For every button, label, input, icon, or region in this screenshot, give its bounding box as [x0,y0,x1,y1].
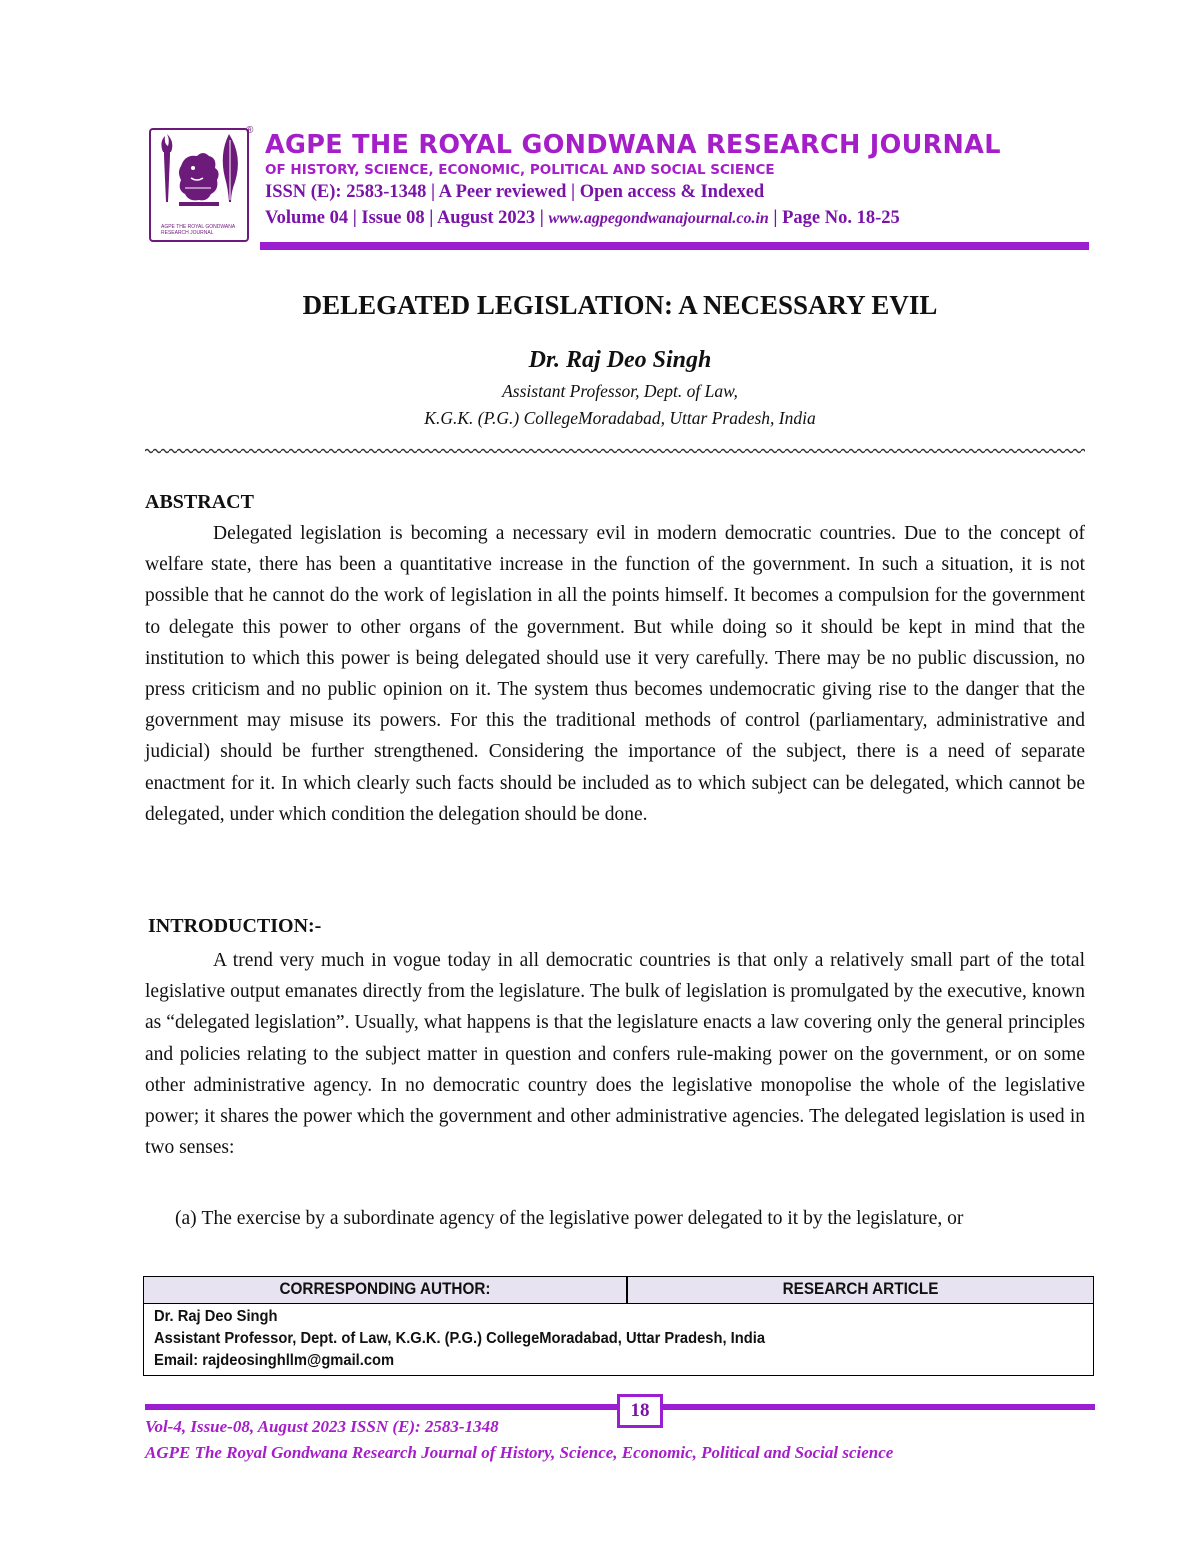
page-range: | Page No. 18-25 [768,208,900,228]
journal-logo [149,128,249,242]
author-affiliation-line2: K.G.K. (P.G.) CollegeMoradabad, Uttar Pradesh, India [424,408,816,428]
corresponding-name: Dr. Raj Deo Singh [154,1308,278,1325]
email-label: Email: [154,1352,203,1369]
journal-subtitle: OF HISTORY, SCIENCE, ECONOMIC, POLITICAL AND SOCIAL SCIENCE [265,162,775,178]
volume-issue-date: Volume 04 | Issue 08 | August 2023 | [265,208,549,228]
introduction-heading: INTRODUCTION:- [148,915,322,937]
article-author: Dr. Raj Deo Singh [528,347,712,373]
header-rule [260,242,1089,250]
corresponding-affiliation: Assistant Professor, Dept. of Law, K.G.K. (P.G.) CollegeMoradabad, Uttar Pradesh, India [154,1330,766,1347]
introduction-text: A trend very much in vogue today in all democratic countries is that only a relatively small part of the total legislative output emanates directly from the legislature. The bulk of legislation is promulgated by the executive, known as “delegated legislation”. Usually, what happens is that the legislature enacts a law covering only the general principles and policies relating to the subject matter in question and confers rule-making power on the government, or on some other administrative agency. In no democratic country does the legislative monopolise the whole of the legislative power; it shares the power which the government and other administrative agencies. The delegated legislation is used in two senses: [145,950,1085,1159]
journal-header [145,125,1090,253]
corresponding-author-label: CORRESPONDING AUTHOR: [279,1279,491,1298]
abstract-heading: ABSTRACT [145,491,254,513]
footer-issue-line: Vol-4, Issue-08, August 2023 ISSN (E): 2583-1348 [145,1417,499,1436]
corresponding-details [154,1306,765,1372]
list-marker: (a) [175,1208,197,1229]
header-text [265,129,1001,232]
corresponding-box-header [144,1277,1093,1304]
issn-line: ISSN (E): 2583-1348 | A Peer reviewed | Open access & Indexed [265,182,765,202]
author-affiliation-line1: Assistant Professor, Dept. of Law, [502,381,738,401]
list-item-text: The exercise by a subordinate agency of the legislative power delegated to it by the legislature, or [201,1208,964,1229]
page-number: 18 [617,1394,663,1428]
corresponding-email-line [154,1350,765,1372]
wavy-divider [145,446,1085,456]
journal-website-link[interactable]: www.agpegondwanajournal.co.in [548,210,769,227]
volume-line [265,205,1001,232]
article-type-label: RESEARCH ARTICLE [782,1279,939,1298]
logo-caption: AGPE THE ROYAL GONDWANA RESEARCH JOURNAL [161,224,235,236]
abstract-text: Delegated legislation is becoming a necessary evil in modern democratic countries. Due to the concept of welfare state, there has been a quantitative increase in the function of the government. In such a situation, it is not possible that he cannot do the work of legislation in all the points himself. It becomes a compulsion for the government to delegate this power to other organs of the government. But while doing so it should be kept in mind that the institution to which this power is being delegated should use it very carefully. There may be no public discussion, no press criticism and no public opinion on it. The system thus becomes undemocratic giving rise to the danger that the government may misuse its powers. For this the traditional methods of control (parliamentary, administrative and judicial) should be further strengthened. Considering the importance of the subject, there is a need of separate enactment for it. In which clearly such facts should be included as to which subject can be delegated, which cannot be delegated, under which condition the delegation should be done. [145,523,1085,825]
registered-mark: ® [246,125,254,136]
email-link[interactable]: rajdeosinghllm@gmail.com [202,1352,395,1369]
journal-name: AGPE THE ROYAL GONDWANA RESEARCH JOURNAL [265,130,1001,160]
article-title: DELEGATED LEGISLATION: A NECESSARY EVIL [302,290,938,320]
list-item [175,1203,1085,1234]
footer-journal-line: AGPE The Royal Gondwana Research Journal of History, Science, Economic, Political and Social science [145,1443,894,1462]
corresponding-author-box [143,1276,1094,1376]
header-divider [626,1277,628,1303]
